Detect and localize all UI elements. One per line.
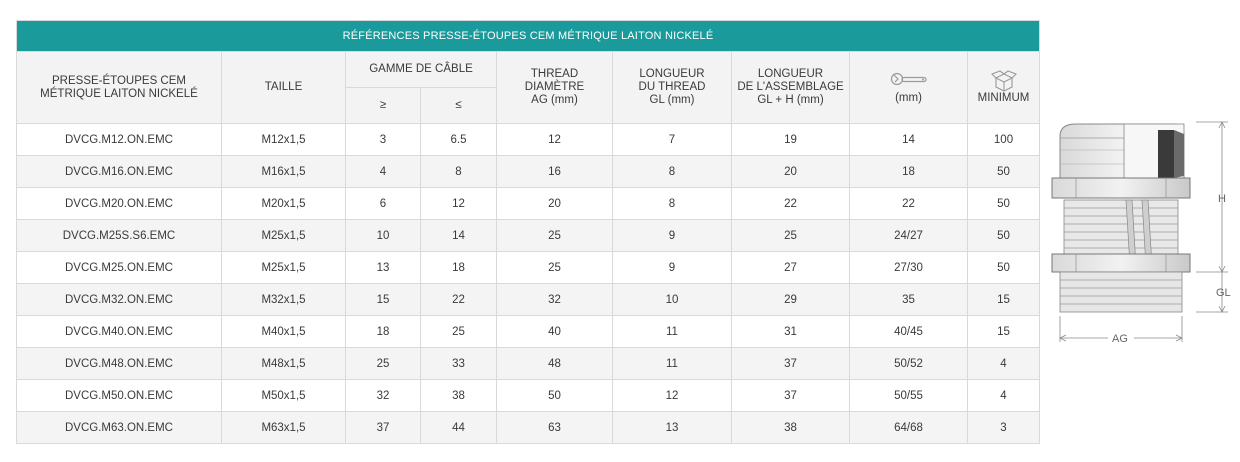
cell-wrench: 64/68 — [850, 412, 968, 444]
cell-thread-length: 13 — [613, 412, 732, 444]
cell-minimum: 50 — [968, 156, 1040, 188]
cell-reference: DVCG.M63.ON.EMC — [17, 412, 222, 444]
cell-reference: DVCG.M16.ON.EMC — [17, 156, 222, 188]
table-row — [17, 188, 1040, 220]
gland-bottom-thread — [1060, 272, 1182, 312]
cell-assembly-length: 37 — [732, 348, 850, 380]
cell-thread-diameter: 25 — [497, 220, 613, 252]
cell-assembly-length: 22 — [732, 188, 850, 220]
dimension-ag-label: AG — [1112, 333, 1128, 345]
product-reference-table — [16, 20, 1040, 444]
cell-cable-max: 38 — [421, 380, 497, 412]
header-wrench-unit: (mm) — [895, 92, 922, 104]
cell-thread-length: 9 — [613, 252, 732, 284]
cell-assembly-length: 37 — [732, 380, 850, 412]
cell-thread-length: 12 — [613, 380, 732, 412]
header-assembly-length-line-3: GL + H (mm) — [757, 94, 824, 106]
cell-wrench: 14 — [850, 124, 968, 156]
cell-reference: DVCG.M50.ON.EMC — [17, 380, 222, 412]
cell-reference: DVCG.M12.ON.EMC — [17, 124, 222, 156]
table-row — [17, 316, 1040, 348]
cell-minimum: 15 — [968, 284, 1040, 316]
cell-wrench: 27/30 — [850, 252, 968, 284]
cell-thread-diameter: 16 — [497, 156, 613, 188]
cell-cable-min: 6 — [346, 188, 421, 220]
table-row — [17, 252, 1040, 284]
box-icon — [968, 70, 1039, 92]
cell-cable-max: 22 — [421, 284, 497, 316]
cell-reference: DVCG.M32.ON.EMC — [17, 284, 222, 316]
cell-size: M32x1,5 — [222, 284, 346, 316]
cell-wrench: 50/52 — [850, 348, 968, 380]
cell-minimum: 50 — [968, 220, 1040, 252]
table-row — [17, 156, 1040, 188]
cell-cable-max: 33 — [421, 348, 497, 380]
table-row — [17, 124, 1040, 156]
cell-size: M50x1,5 — [222, 380, 346, 412]
cable-gland-technical-drawing — [1046, 116, 1240, 348]
cell-wrench: 18 — [850, 156, 968, 188]
cell-assembly-length: 27 — [732, 252, 850, 284]
cell-minimum: 3 — [968, 412, 1040, 444]
cell-assembly-length: 19 — [732, 124, 850, 156]
header-cable-min: ≥ — [346, 88, 421, 124]
cell-minimum: 4 — [968, 348, 1040, 380]
cell-cable-max: 12 — [421, 188, 497, 220]
header-wrench — [850, 52, 968, 124]
cell-cable-min: 13 — [346, 252, 421, 284]
table-row — [17, 220, 1040, 252]
table-row — [17, 380, 1040, 412]
cell-wrench: 24/27 — [850, 220, 968, 252]
table-row — [17, 284, 1040, 316]
header-thread-diameter-line-3: AG (mm) — [531, 94, 578, 106]
cell-cable-min: 15 — [346, 284, 421, 316]
header-thread-length-line-1: LONGUEUR — [639, 68, 705, 80]
cell-cable-min: 18 — [346, 316, 421, 348]
cell-cable-max: 6.5 — [421, 124, 497, 156]
cell-reference: DVCG.M48.ON.EMC — [17, 348, 222, 380]
cell-assembly-length: 29 — [732, 284, 850, 316]
cell-size: M20x1,5 — [222, 188, 346, 220]
cell-reference: DVCG.M40.ON.EMC — [17, 316, 222, 348]
table-title: RÉFÉRENCES PRESSE-ÉTOUPES CEM MÉTRIQUE LAITON NICKELÉ — [17, 21, 1040, 52]
cell-cable-max: 25 — [421, 316, 497, 348]
table-row — [17, 412, 1040, 444]
cell-thread-diameter: 48 — [497, 348, 613, 380]
header-reference-line-1: PRESSE-ÉTOUPES CEM — [52, 74, 186, 87]
header-thread-length-line-3: GL (mm) — [649, 94, 695, 106]
dimension-h-label: H — [1218, 193, 1226, 205]
cell-thread-diameter: 20 — [497, 188, 613, 220]
cell-assembly-length: 20 — [732, 156, 850, 188]
cell-size: M12x1,5 — [222, 124, 346, 156]
cell-wrench: 50/55 — [850, 380, 968, 412]
cell-assembly-length: 25 — [732, 220, 850, 252]
cell-cable-min: 25 — [346, 348, 421, 380]
cell-thread-length: 10 — [613, 284, 732, 316]
cell-reference: DVCG.M25S.S6.EMC — [17, 220, 222, 252]
header-cable-max: ≤ — [421, 88, 497, 124]
cell-cable-min: 3 — [346, 124, 421, 156]
cell-cable-min: 4 — [346, 156, 421, 188]
dimension-gl-label: GL — [1216, 287, 1231, 299]
wrench-icon — [850, 70, 967, 92]
cell-thread-length: 11 — [613, 316, 732, 348]
cell-cable-min: 32 — [346, 380, 421, 412]
cell-thread-length: 11 — [613, 348, 732, 380]
cell-reference: DVCG.M25.ON.EMC — [17, 252, 222, 284]
header-thread-length-line-2: DU THREAD — [638, 81, 706, 93]
table-row — [17, 348, 1040, 380]
cell-cable-max: 18 — [421, 252, 497, 284]
gland-upper-thread — [1064, 200, 1178, 254]
cell-size: M25x1,5 — [222, 252, 346, 284]
header-reference-line-2: MÉTRIQUE LAITON NICKELÉ — [40, 87, 198, 100]
cell-thread-diameter: 12 — [497, 124, 613, 156]
cell-wrench: 40/45 — [850, 316, 968, 348]
cell-cable-max: 44 — [421, 412, 497, 444]
cell-wrench: 22 — [850, 188, 968, 220]
cell-size: M40x1,5 — [222, 316, 346, 348]
gland-lower-hex — [1052, 254, 1190, 272]
cell-thread-diameter: 25 — [497, 252, 613, 284]
cell-assembly-length: 31 — [732, 316, 850, 348]
cell-cable-max: 14 — [421, 220, 497, 252]
header-size: TAILLE — [222, 52, 346, 124]
cell-thread-length: 7 — [613, 124, 732, 156]
header-assembly-length-line-2: DE L'ASSEMBLAGE — [737, 81, 844, 93]
header-thread-length — [613, 52, 732, 124]
cell-assembly-length: 38 — [732, 412, 850, 444]
cell-minimum: 4 — [968, 380, 1040, 412]
cell-minimum: 50 — [968, 188, 1040, 220]
header-thread-diameter-line-1: THREAD — [530, 68, 579, 80]
cell-minimum: 50 — [968, 252, 1040, 284]
cell-minimum: 15 — [968, 316, 1040, 348]
cell-thread-diameter: 40 — [497, 316, 613, 348]
cell-size: M25x1,5 — [222, 220, 346, 252]
cell-cable-max: 8 — [421, 156, 497, 188]
header-assembly-length — [732, 52, 850, 124]
cell-size: M16x1,5 — [222, 156, 346, 188]
cell-thread-length: 9 — [613, 220, 732, 252]
cell-thread-diameter: 63 — [497, 412, 613, 444]
cell-thread-length: 8 — [613, 188, 732, 220]
header-minimum-label: MINIMUM — [977, 92, 1030, 104]
header-thread-diameter — [497, 52, 613, 124]
cell-reference: DVCG.M20.ON.EMC — [17, 188, 222, 220]
gland-hex-nut — [1052, 178, 1190, 198]
header-assembly-length-line-1: LONGUEUR — [757, 68, 824, 80]
cell-cable-min: 10 — [346, 220, 421, 252]
cell-thread-diameter: 50 — [497, 380, 613, 412]
header-thread-diameter-line-2: DIAMÈTRE — [524, 81, 585, 93]
header-cable-range: GAMME DE CÂBLE — [346, 52, 497, 88]
cell-size: M63x1,5 — [222, 412, 346, 444]
cell-thread-diameter: 32 — [497, 284, 613, 316]
cell-size: M48x1,5 — [222, 348, 346, 380]
cell-minimum: 100 — [968, 124, 1040, 156]
cell-wrench: 35 — [850, 284, 968, 316]
header-minimum — [968, 52, 1040, 124]
cell-cable-min: 37 — [346, 412, 421, 444]
header-reference — [17, 52, 222, 124]
cell-thread-length: 8 — [613, 156, 732, 188]
